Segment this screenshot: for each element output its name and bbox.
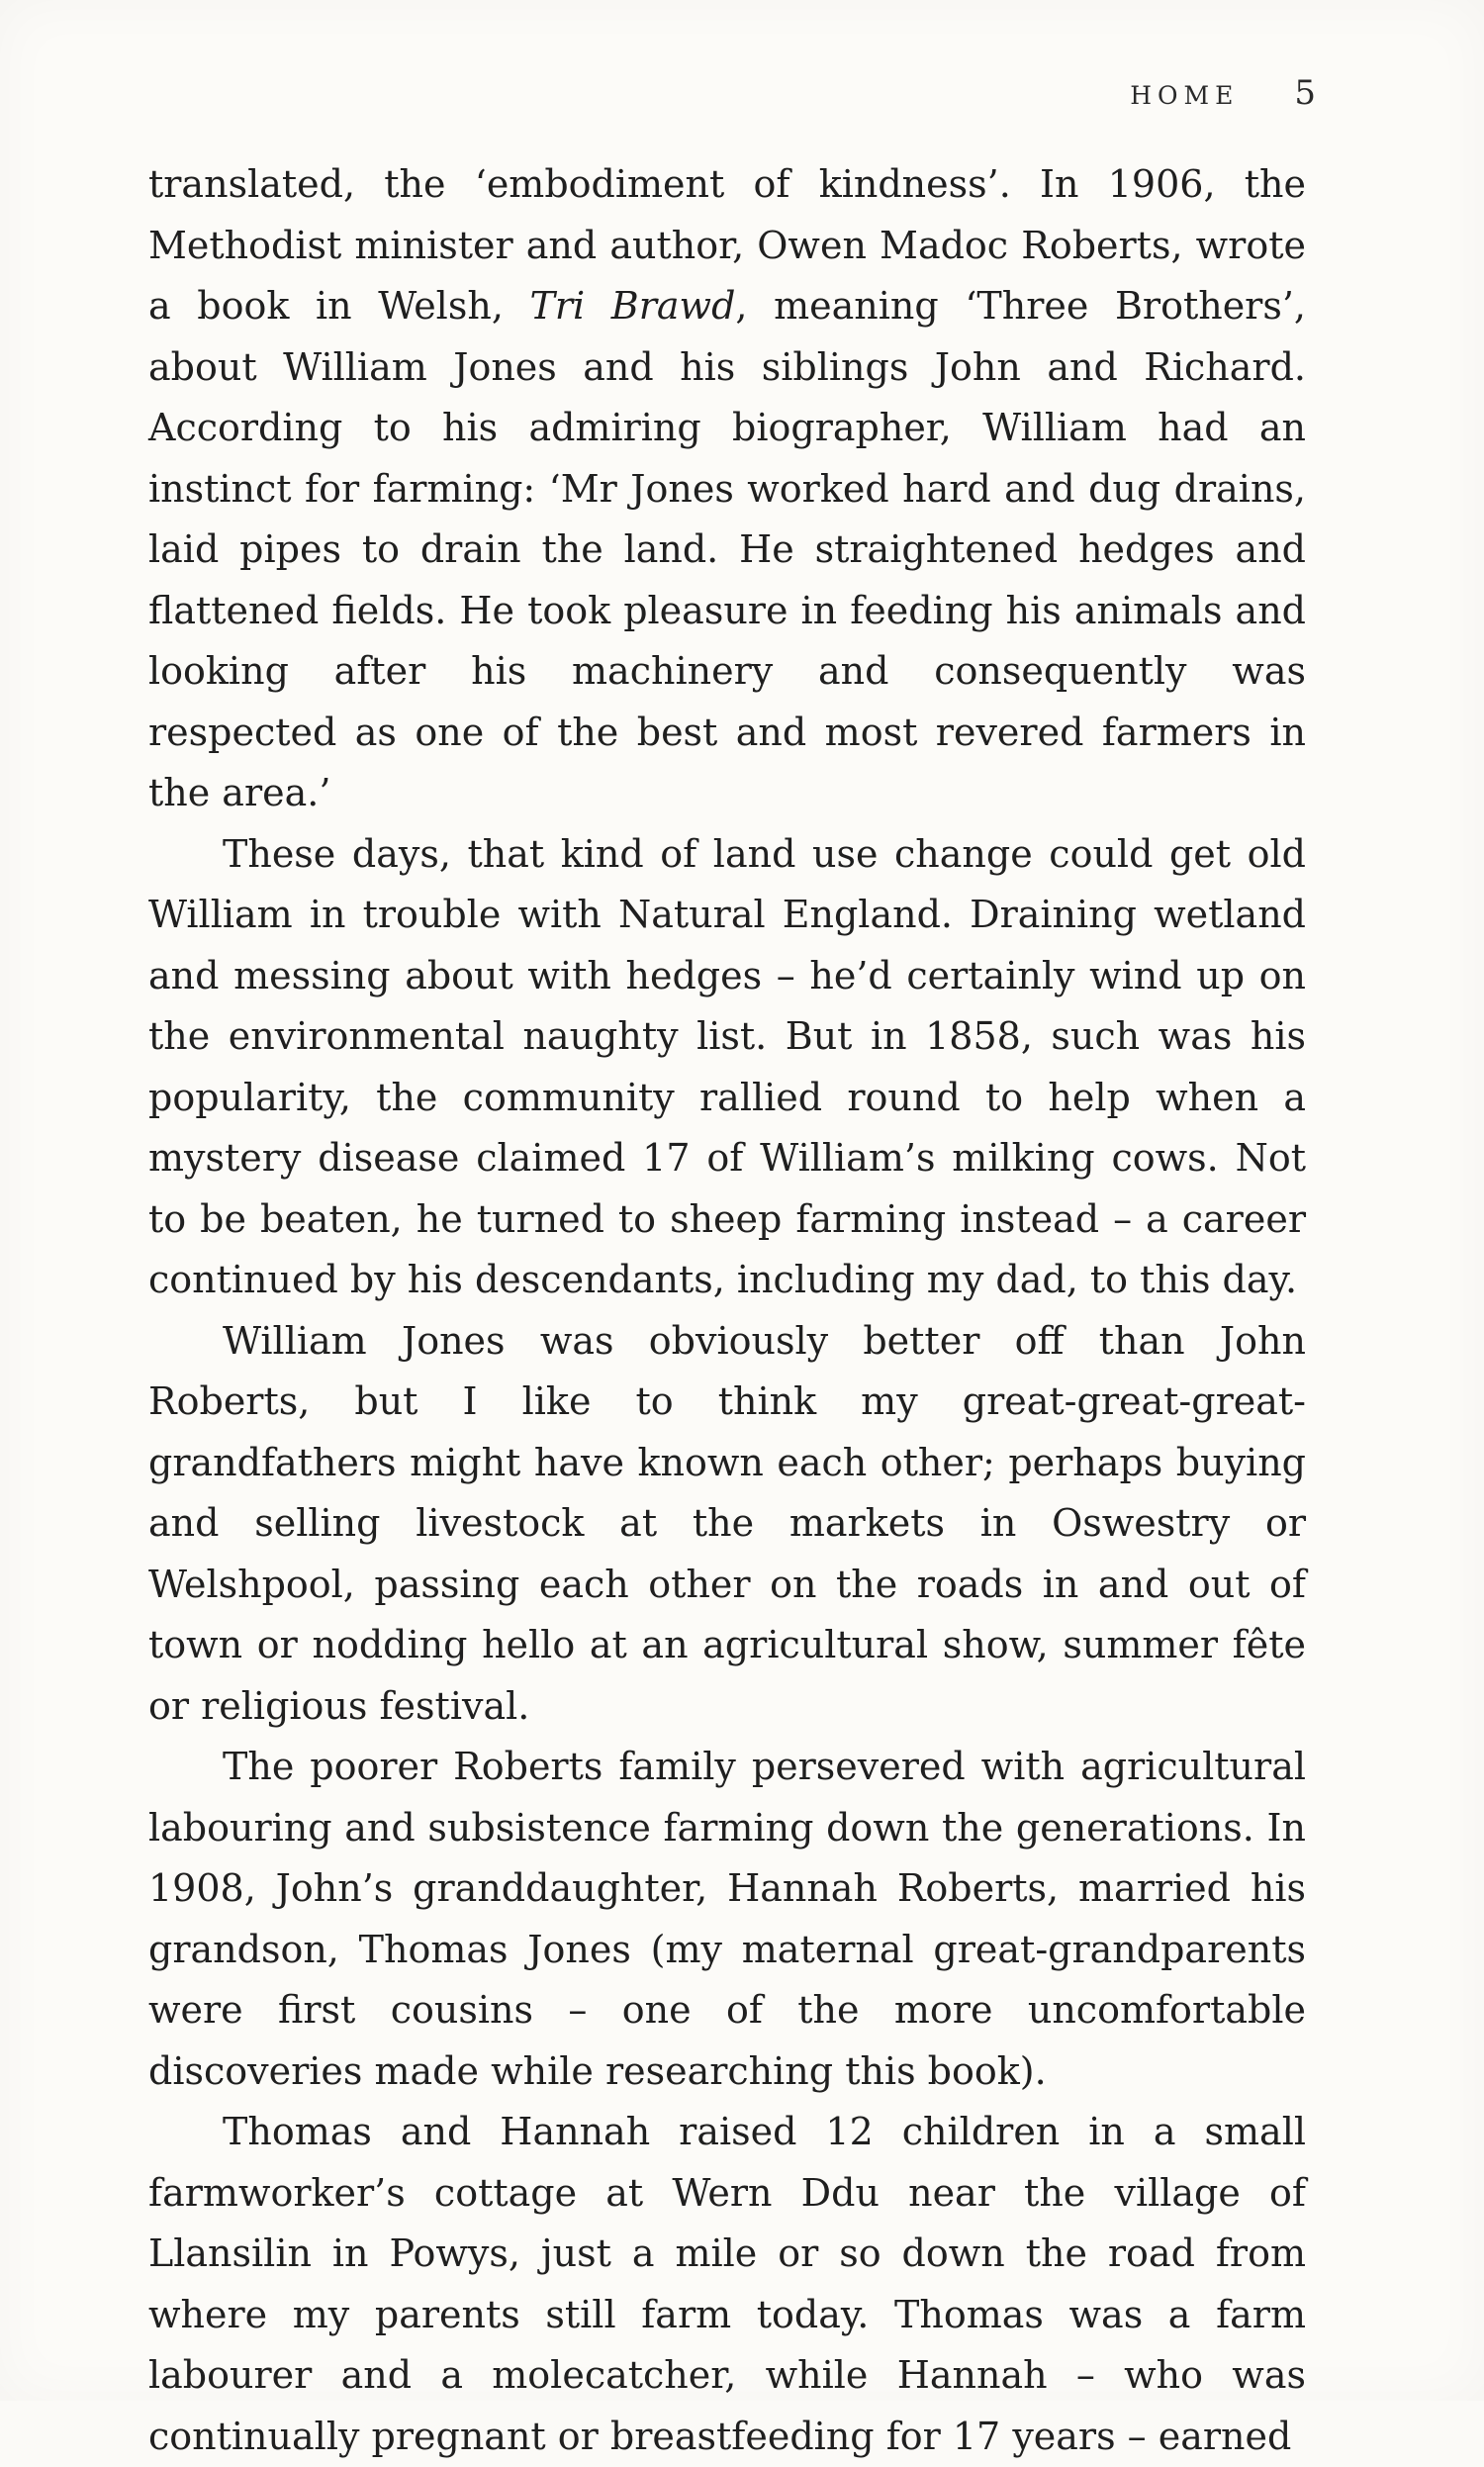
body-text [148, 154, 1306, 2467]
paragraph-4: The poorer Roberts family persevered with agricultural labouring and subsistence farming down the generations. In 1908, John’s granddaughter, Hannah Roberts, married his grandson, Thomas Jones (my maternal great-grandparents were first cousins – one of the more uncomfortable discoveries made while researching this book). [148, 1745, 1306, 2093]
paragraph-5: Thomas and Hannah raised 12 children in a small farmworker’s cottage at Wern Ddu near the village of Llansilin in Powys, just a mile or so down the road from where my parents still farm today. Thomas was a farm labourer and a molecatcher, while Hannah – who was continually pregnant or breastfeeding for 17 years – earned [148, 2110, 1306, 2458]
paragraph-2: These days, that kind of land use change could get old William in trouble with Natural England. Draining wetland and messing about with hedges – he’d certainly wind up on the environmental naughty list. But in 1858, such was his popularity, the community rallied round to help when a mystery disease claimed 17 of William’s milking cows. Not to be beaten, he turned to sheep farming instead – a career continued by his descendants, including my dad, to this day. [148, 831, 1306, 1301]
page-number: 5 [1294, 73, 1316, 113]
paragraph-1 [148, 154, 1306, 824]
paragraph-1-text-before: translated, the ‘embodiment of kindness’. In 1906, the Methodist minister and author, Owen Madoc Roberts, wrote a book in Welsh, [148, 162, 1306, 328]
paragraph-1-text-after: , meaning ‘Three Brothers’, about William Jones and his siblings John and Richard. According to his admiring biographer, William had an instinct for farming: ‘Mr Jones worked hard and dug drains, laid pipes to drain the land. He straightened hedges and flattened fields. He took pleasure in feeding his animals and looking after his machinery and consequently was respected as one of the best and most revered farmers in the area.’ [148, 284, 1307, 814]
running-title: HOME [1130, 81, 1240, 110]
book-title-tri-brawd: Tri Brawd [529, 284, 736, 328]
paragraph-3: William Jones was obviously better off than John Roberts, but I like to think my great-great-great-grandfathers might have known each other; perhaps buying and selling livestock at the markets in Oswestry or Welshpool, passing each other on the roads in and out of town or nodding hello at an agricultural show, summer fête or religious festival. [148, 1318, 1306, 1728]
running-header [1130, 73, 1316, 113]
